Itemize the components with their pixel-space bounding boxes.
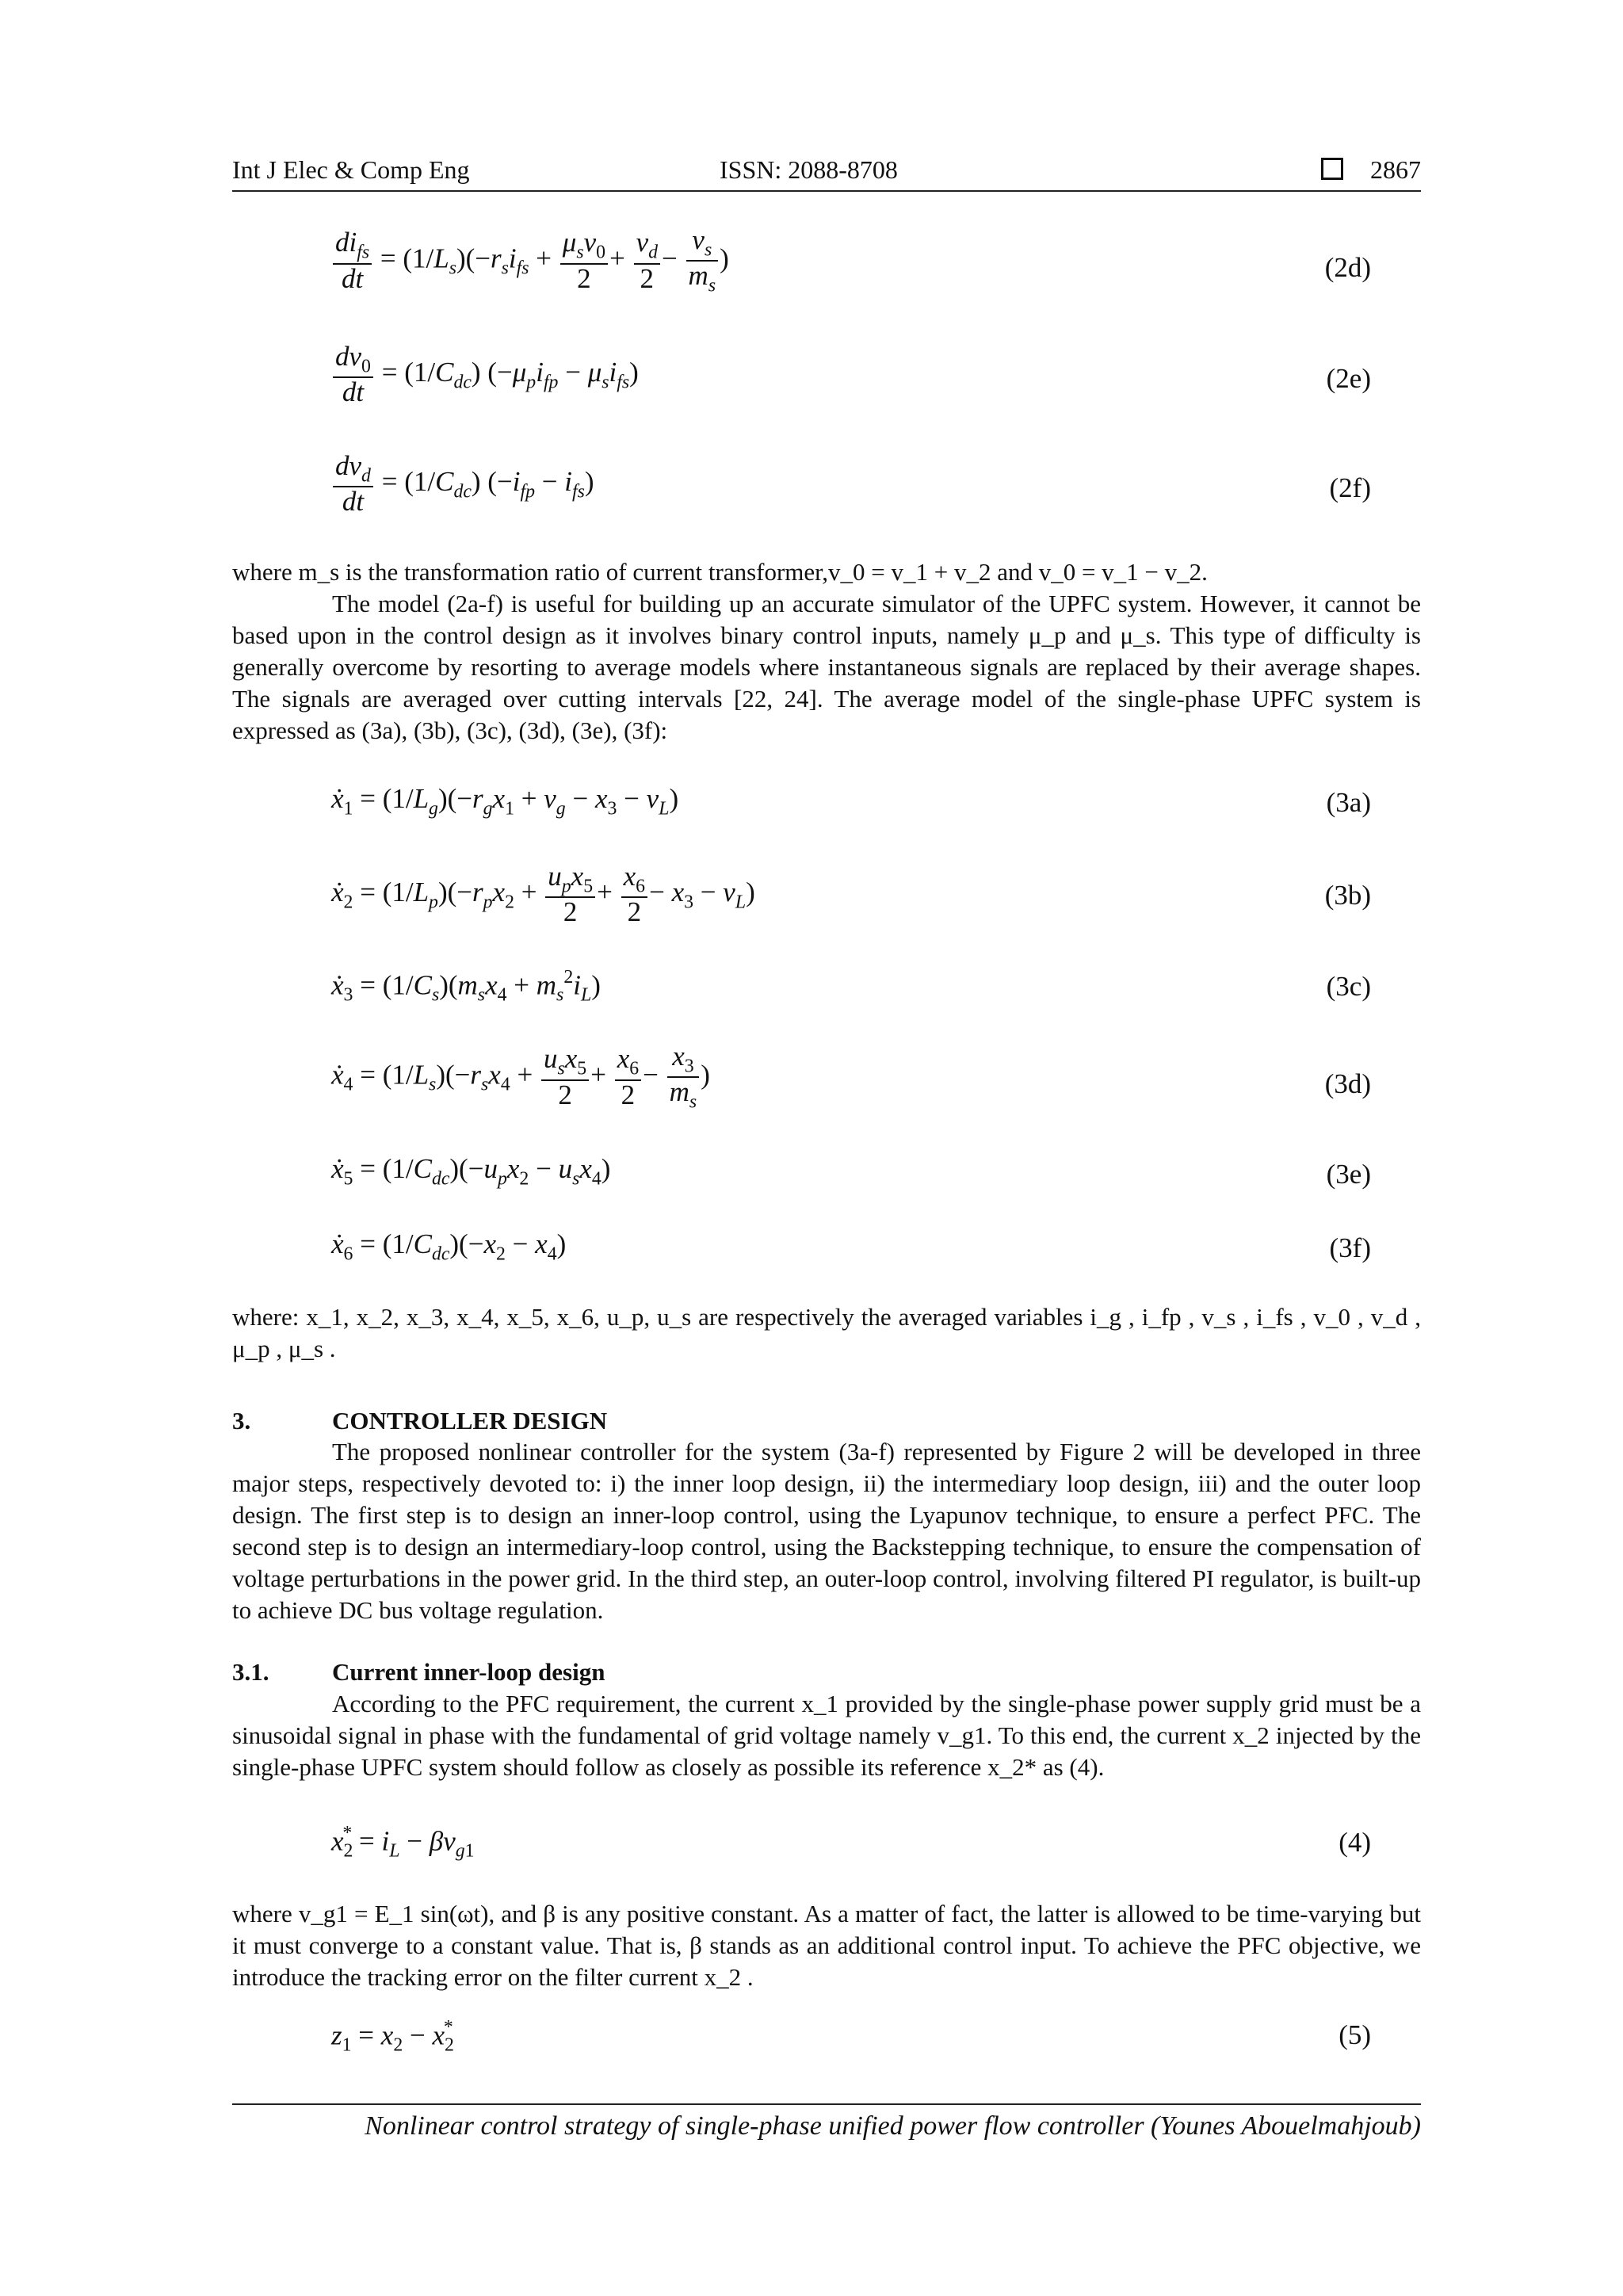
paragraph-average-model: The model (2a-f) is useful for building up an accurate simulator of the UPFC system. However, it cannot be based upon in the control design as it involves binary control inputs, namely μ_p and μ_s. This type of difficulty is generally overcome by resorting to average models where instantaneous signals are replaced by their average shapes. The signals are averaged over cutting intervals [22, 24]. The average model of the single-phase UPFC system is expressed as (3a), (3b), (3c), (3d), (3e), (3f): [232, 590, 1421, 744]
page-number-area [1321, 155, 1421, 185]
equation-2e: $\frac{dv_0}{dt}$ = $(1/C_{dc}) (-\mu_pi_{fp} - \mu_si_{fs})$ [331, 342, 639, 407]
equation-2d: $\frac{di_{fs}}{dt}$ = $(1/L_s)(-r_si_{fs}$ + $\frac{\mu_sv_0}{2}$ + $\frac{v_d}{2}$ − $\frac{v_s}{m_s}$ ) [331, 226, 729, 296]
paragraph-pfc-requirement: According to the PFC requirement, the current x_1 provided by the single-phase power supply grid must be a sinusoidal signal in phase with the fundamental of grid voltage namely v_g1. To this end, the current x_2 injected by the single-phase UPFC system should follow as closely as possible its reference x_2* as (4). [232, 1690, 1421, 1781]
journal-name: Int J Elec & Comp Eng [232, 155, 470, 184]
equation-number: (2d) [1324, 252, 1371, 283]
equation-3b: ẋ$_2$ = $(1/L_p)(-r_px_2$ + $\frac{u_px_5}{2}$ + $\frac{x_6}{2}$ − $x_3 - v_L$) [331, 861, 755, 928]
equation-number: (5) [1338, 2019, 1371, 2050]
equation-number: (4) [1338, 1827, 1371, 1858]
equation-number: (3f) [1329, 1232, 1371, 1263]
equation-3e: ẋ$_5$ = $(1/C_{dc})(-u_px_2 - u_sx_4)$ [331, 1153, 611, 1190]
equation-number: (2f) [1329, 472, 1371, 503]
equation-number: (3e) [1326, 1159, 1371, 1190]
equation-number: (3d) [1324, 1068, 1371, 1099]
equation-3c: ẋ$_3$ = $(1/C_s)(m_sx_4 + m_s^2i_L)$ [331, 967, 601, 1006]
running-header [232, 155, 1421, 192]
equation-3f: ẋ$_6$ = $(1/C_{dc})(-x_2 - x_4)$ [331, 1228, 567, 1265]
paragraph-averaged-variables: where: x_1, x_2, x_3, x_4, x_5, x_6, u_p, u_s are respectively the averaged variables i_g , i_fp , v_s , i_fs , v_0 , v_d , μ_p , μ_s . [232, 1303, 1421, 1362]
paragraph-controller-design: The proposed nonlinear controller for the system (3a-f) represented by Figure 2 will be developed in three major steps, respectively devoted to: i) the inner loop design, ii) the intermediary loop design, iii) and the outer loop design. The first step is to design an inner-loop control, using the Lyapunov technique, to ensure a perfect PFC. The second step is to design an intermediary-loop control, using the Backstepping technique, to ensure the compensation of voltage perturbations in the power grid. In the third step, an outer-loop control, involving filtered PI regulator, is built-up to achieve DC bus voltage regulation. [232, 1438, 1421, 1624]
equation-4: $x_2^* = i_L - \beta v_{g1}$ [331, 1823, 475, 1862]
equation-number: (3c) [1326, 971, 1371, 1002]
section-heading-3: 3. CONTROLLER DESIGN [232, 1407, 608, 1435]
equation-3a: ẋ$_1$ = $(1/L_g)(-r_gx_1 + v_g - x_3 - v_L)$ [331, 783, 679, 819]
running-footer: Nonlinear control strategy of single-phase unified power flow controller (Younes Abouelmahjoub) [232, 2103, 1421, 2141]
square-icon [1321, 158, 1343, 180]
paragraph-transformation-ratio: where m_s is the transformation ratio of current transformer,v_0 = v_1 + v_2 and v_0 = v_1 − v_2. [232, 558, 1208, 586]
equation-5: $z_1 = x_2 - x_2^*$ [331, 2017, 454, 2056]
page-number: 2867 [1370, 155, 1421, 184]
section-heading-3-1: 3.1. Current inner-loop design [232, 1658, 605, 1686]
equation-number: (3b) [1324, 880, 1371, 911]
equation-number: (3a) [1326, 787, 1371, 818]
issn: ISSN: 2088-8708 [720, 155, 898, 184]
equation-2f: $\frac{dv_d}{dt}$ = $(1/C_{dc}) (-i_{fp} - i_{fs})$ [331, 452, 594, 517]
equation-3d: ẋ$_4$ = $(1/L_s)(-r_sx_4$ + $\frac{u_sx_5}{2}$ + $\frac{x_6}{2}$ − $\frac{x_3}{m_s}$ ) [331, 1041, 710, 1113]
equation-number: (2e) [1326, 363, 1371, 394]
paragraph-tracking-error: where v_g1 = E_1 sin(ωt), and β is any positive constant. As a matter of fact, the latter is allowed to be time-varying but it must converge to a constant value. That is, β stands as an additional control input. To achieve the PFC objective, we introduce the tracking error on the filter current x_2 . [232, 1900, 1421, 1991]
